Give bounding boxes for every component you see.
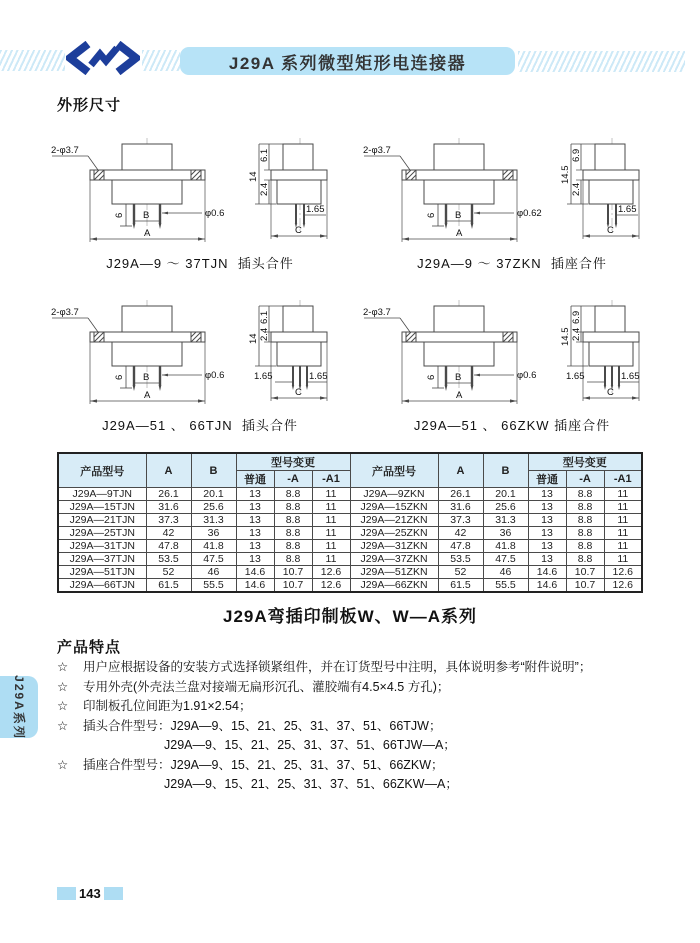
features-list — [57, 658, 667, 795]
col-header-model: 产品型号 — [350, 453, 438, 488]
spec-table — [57, 452, 643, 593]
model-cell: J29A—66TJN — [58, 579, 146, 593]
value-cell: 13 — [236, 527, 274, 540]
dim-label: C — [295, 225, 302, 236]
pageno-value: 143 — [79, 886, 101, 901]
value-cell: 10.7 — [566, 566, 604, 579]
features-title: 产品特点 — [57, 639, 122, 656]
value-cell: 11 — [604, 514, 642, 527]
value-cell: 11 — [312, 514, 350, 527]
header-stripe-mid — [142, 50, 180, 71]
dim-label: 1.65 — [621, 371, 640, 382]
value-cell: 10.7 — [274, 566, 312, 579]
model-cell: J29A—37ZKN — [350, 553, 438, 566]
dim-label: 2-φ3.7 — [51, 145, 79, 156]
star-icon: ☆ — [57, 718, 69, 733]
value-cell: 8.8 — [566, 514, 604, 527]
value-cell: 42 — [438, 527, 483, 540]
feature-text: 插头合件型号：J29A—9、15、21、25、31、37、51、66TJW； — [83, 718, 442, 733]
dim-label: 6 — [426, 212, 437, 218]
dim-label: 6.1 — [259, 310, 270, 324]
dim-label: 2.4 — [259, 327, 270, 341]
model-cell: J29A—37TJN — [58, 553, 146, 566]
drawing-51-66tjn-svg — [50, 298, 350, 406]
value-cell: 47.5 — [191, 553, 236, 566]
pageno-right-bar — [104, 887, 123, 900]
value-cell: 14.6 — [528, 579, 566, 593]
feature-item — [57, 678, 667, 698]
value-cell: 37.3 — [146, 514, 191, 527]
table-row — [58, 579, 642, 593]
value-cell: 36 — [483, 527, 528, 540]
model-cell: J29A—25TJN — [58, 527, 146, 540]
col-header-b: B — [483, 453, 528, 488]
col-header-b: B — [191, 453, 236, 488]
value-cell: 11 — [604, 501, 642, 514]
value-cell: 14.6 — [528, 566, 566, 579]
feature-text-continuation: J29A—9、15、21、25、31、37、51、66ZKW—A； — [164, 777, 458, 791]
value-cell: 8.8 — [274, 553, 312, 566]
dim-label: 6 — [114, 212, 125, 218]
dim-label: 1.65 — [566, 371, 585, 382]
value-cell: 8.8 — [274, 540, 312, 553]
value-cell: 55.5 — [483, 579, 528, 593]
value-cell: 13 — [528, 501, 566, 514]
dim-label: φ0.6 — [205, 208, 225, 219]
dim-label: φ0.62 — [517, 208, 542, 219]
value-cell: 55.5 — [191, 579, 236, 593]
value-cell: 8.8 — [566, 540, 604, 553]
value-cell: 20.1 — [191, 488, 236, 501]
value-cell: 52 — [146, 566, 191, 579]
series-side-tab-label: J29A系列 — [11, 674, 26, 740]
value-cell: 11 — [312, 501, 350, 514]
col-header-a: A — [146, 453, 191, 488]
value-cell: 52 — [438, 566, 483, 579]
drawing-9-37zkn — [362, 136, 662, 272]
dim-label: 6.9 — [571, 148, 582, 162]
title-banner — [180, 47, 515, 75]
dim-label: 14 — [248, 333, 259, 344]
value-cell: 11 — [312, 553, 350, 566]
dim-label: 6 — [426, 374, 437, 380]
dim-label: B — [143, 372, 150, 383]
series-section-title: J29A弯插印制板W、W—A系列 — [222, 607, 477, 626]
col-header-normal: 普通 — [528, 471, 566, 488]
value-cell: 13 — [236, 553, 274, 566]
value-cell: 53.5 — [146, 553, 191, 566]
dim-label: 1.65 — [306, 204, 325, 215]
value-cell: 13 — [236, 540, 274, 553]
value-cell: 13 — [236, 501, 274, 514]
feature-text: 用户应根据设备的安装方式选择锁紧组件，并在订货型号中注明，具体说明参考“附件说明”； — [83, 660, 592, 674]
value-cell: 10.7 — [566, 579, 604, 593]
value-cell: 26.1 — [438, 488, 483, 501]
drawing-9-37tjn — [50, 136, 350, 272]
drawing-51-66tjn — [50, 298, 350, 434]
table-row — [58, 566, 642, 579]
value-cell: 8.8 — [274, 514, 312, 527]
drawing-caption: J29A—51 、 66TJN 插头合件 — [102, 418, 298, 433]
value-cell: 8.8 — [274, 488, 312, 501]
col-header-va: -A — [566, 471, 604, 488]
model-cell: J29A—31ZKN — [350, 540, 438, 553]
value-cell: 36 — [191, 527, 236, 540]
value-cell: 11 — [604, 488, 642, 501]
col-header-va1: -A1 — [312, 471, 350, 488]
value-cell: 8.8 — [274, 527, 312, 540]
dim-label: A — [144, 228, 151, 239]
dim-label: 2.4 — [571, 182, 582, 196]
model-cell: J29A—9ZKN — [350, 488, 438, 501]
dim-label: A — [144, 390, 151, 401]
value-cell: 11 — [604, 553, 642, 566]
value-cell: 31.6 — [146, 501, 191, 514]
value-cell: 12.6 — [604, 566, 642, 579]
dim-label: 2.4 — [259, 182, 270, 196]
value-cell: 13 — [236, 514, 274, 527]
table-row — [58, 540, 642, 553]
value-cell: 31.3 — [483, 514, 528, 527]
dim-label: B — [455, 210, 462, 221]
spec-table-wrap — [57, 452, 643, 593]
value-cell: 11 — [312, 527, 350, 540]
dim-label: 1.65 — [309, 371, 328, 382]
model-cell: J29A—25ZKN — [350, 527, 438, 540]
table-row — [58, 488, 642, 501]
value-cell: 13 — [528, 553, 566, 566]
value-cell: 61.5 — [146, 579, 191, 593]
table-row — [58, 514, 642, 527]
value-cell: 13 — [528, 540, 566, 553]
dim-label: 2-φ3.7 — [363, 307, 391, 318]
star-icon: ☆ — [57, 699, 69, 713]
star-icon: ☆ — [57, 679, 69, 694]
dim-label: 14.5 — [560, 165, 571, 184]
value-cell: 47.8 — [146, 540, 191, 553]
dim-label: C — [607, 225, 614, 236]
feature-item — [57, 658, 667, 678]
dim-label: 1.65 — [618, 204, 637, 215]
feature-text: 插座合件型号：J29A—9、15、21、25、31、37、51、66ZKW； — [83, 757, 444, 772]
section-outline-dimensions-title: 外形尺寸 — [57, 97, 122, 114]
dim-label: 2-φ3.7 — [51, 307, 79, 318]
value-cell: 47.5 — [483, 553, 528, 566]
dim-label: 1.65 — [254, 371, 273, 382]
spec-table-body — [58, 488, 642, 593]
col-header-va: -A — [274, 471, 312, 488]
value-cell: 42 — [146, 527, 191, 540]
feature-text-continuation: J29A—9、15、21、25、31、37、51、66TJW—A； — [164, 738, 456, 752]
value-cell: 10.7 — [274, 579, 312, 593]
dim-label: C — [607, 387, 614, 398]
col-header-model: 产品型号 — [58, 453, 146, 488]
value-cell: 14.6 — [236, 566, 274, 579]
value-cell: 53.5 — [438, 553, 483, 566]
col-header-normal: 普通 — [236, 471, 274, 488]
model-cell: J29A—15ZKN — [350, 501, 438, 514]
star-icon: ☆ — [57, 757, 69, 772]
value-cell: 12.6 — [312, 566, 350, 579]
dim-label: A — [456, 228, 463, 239]
value-cell: 46 — [483, 566, 528, 579]
value-cell: 31.6 — [438, 501, 483, 514]
dim-label: B — [455, 372, 462, 383]
col-header-change: 型号变更 — [236, 453, 350, 471]
header-stripe-left — [0, 50, 65, 71]
dim-label: 14 — [248, 171, 259, 182]
value-cell: 12.6 — [604, 579, 642, 593]
brand-logo-icon — [66, 41, 140, 75]
drawing-9-37tjn-svg — [50, 136, 350, 244]
value-cell: 25.6 — [483, 501, 528, 514]
value-cell: 20.1 — [483, 488, 528, 501]
model-cell: J29A—9TJN — [58, 488, 146, 501]
model-cell: J29A—15TJN — [58, 501, 146, 514]
value-cell: 12.6 — [312, 579, 350, 593]
dim-label: 6 — [114, 374, 125, 380]
dim-label: φ0.6 — [517, 370, 537, 381]
model-cell: J29A—51ZKN — [350, 566, 438, 579]
value-cell: 8.8 — [566, 527, 604, 540]
value-cell: 14.6 — [236, 579, 274, 593]
value-cell: 11 — [312, 488, 350, 501]
model-cell: J29A—21TJN — [58, 514, 146, 527]
dim-label: 2-φ3.7 — [363, 145, 391, 156]
drawing-caption: J29A—51 、 66ZKW 插座合件 — [413, 418, 611, 433]
dim-label: 14.5 — [560, 327, 571, 346]
table-row — [58, 527, 642, 540]
value-cell: 61.5 — [438, 579, 483, 593]
feature-item — [57, 756, 667, 776]
drawing-caption: J29A—9 ～ 37ZKN 插座合件 — [417, 256, 607, 271]
star-icon: ☆ — [57, 660, 69, 674]
drawing-51-66zkw-svg — [362, 298, 662, 406]
value-cell: 25.6 — [191, 501, 236, 514]
value-cell: 46 — [191, 566, 236, 579]
value-cell: 8.8 — [274, 501, 312, 514]
value-cell: 8.8 — [566, 488, 604, 501]
drawing-51-66zkw — [362, 298, 662, 434]
value-cell: 8.8 — [566, 501, 604, 514]
value-cell: 13 — [236, 488, 274, 501]
col-header-a: A — [438, 453, 483, 488]
value-cell: 13 — [528, 488, 566, 501]
feature-text: 专用外壳(外壳法兰盘对接端无扁形沉孔、灌胶端有4.5×4.5 方孔)； — [83, 679, 450, 694]
value-cell: 47.8 — [438, 540, 483, 553]
value-cell: 26.1 — [146, 488, 191, 501]
dim-label: φ0.6 — [205, 370, 225, 381]
dim-label: 2.4 — [571, 327, 582, 341]
dim-label: 6.9 — [571, 310, 582, 324]
pageno-left-bar — [57, 887, 76, 900]
drawing-9-37zkn-svg — [362, 136, 662, 244]
model-cell: J29A—66ZKN — [350, 579, 438, 593]
table-row — [58, 553, 642, 566]
table-row — [58, 501, 642, 514]
drawing-caption: J29A—9 ～ 37TJN 插头合件 — [106, 256, 294, 271]
page-number — [57, 887, 123, 900]
dim-label: B — [143, 210, 150, 221]
header-stripe-right — [518, 51, 685, 72]
value-cell: 8.8 — [566, 553, 604, 566]
feature-item — [57, 697, 667, 717]
dim-label: A — [456, 390, 463, 401]
value-cell: 13 — [528, 514, 566, 527]
feature-item — [57, 717, 667, 737]
model-cell: J29A—31TJN — [58, 540, 146, 553]
value-cell: 13 — [528, 527, 566, 540]
value-cell: 31.3 — [191, 514, 236, 527]
col-header-va1: -A1 — [604, 471, 642, 488]
page-title: J29A 系列微型矩形电连接器 — [228, 53, 467, 73]
feature-text: 印制板孔位间距为1.91×2.54； — [83, 699, 252, 713]
value-cell: 41.8 — [191, 540, 236, 553]
series-side-tab — [0, 676, 38, 738]
model-cell: J29A—21ZKN — [350, 514, 438, 527]
value-cell: 37.3 — [438, 514, 483, 527]
col-header-change: 型号变更 — [528, 453, 642, 471]
model-cell: J29A—51TJN — [58, 566, 146, 579]
dim-label: 6.1 — [259, 148, 270, 162]
value-cell: 41.8 — [483, 540, 528, 553]
value-cell: 11 — [312, 540, 350, 553]
value-cell: 11 — [604, 527, 642, 540]
value-cell: 11 — [604, 540, 642, 553]
dim-label: C — [295, 387, 302, 398]
